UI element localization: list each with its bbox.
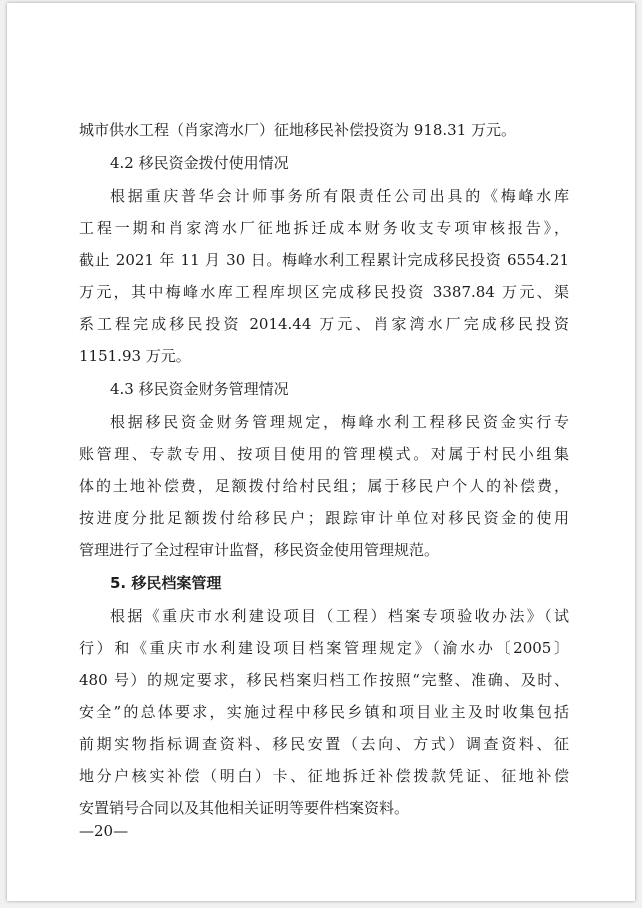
body-line: 截止 2021 年 11 月 30 日。梅峰水利工程累计完成移民投资 6554.21: [79, 251, 569, 269]
document-page: [7, 3, 635, 901]
body-line: 根据移民资金财务管理规定，梅峰水利工程移民资金实行专: [110, 413, 569, 431]
body-line: 城市供水工程（肖家湾水厂）征地移民补偿投资为 918.31 万元。: [79, 121, 517, 139]
body-line: 安置销号合同以及其他相关证明等要件档案资料。: [79, 799, 410, 817]
body-line: 管理进行了全过程审计监督，移民资金使用管理规范。: [79, 541, 440, 559]
section-heading: 4.3 移民资金财务管理情况: [110, 380, 289, 398]
body-line: 系工程完成移民投资 2014.44 万元、肖家湾水厂完成移民投资: [79, 315, 569, 333]
section-heading: 4.2 移民资金拨付使用情况: [110, 154, 289, 172]
body-line: 体的土地补偿费，足额拨付给村民组；属于移民户个人的补偿费，: [79, 477, 569, 495]
body-line: 账管理、专款专用、按项目使用的管理模式。对属于村民小组集: [79, 445, 569, 463]
body-line: 根据重庆普华会计师事务所有限责任公司出具的《梅峰水库: [110, 187, 569, 205]
body-line: 地分户核实补偿（明白）卡、征地拆迁补偿拨款凭证、征地补偿: [79, 767, 569, 785]
body-line: 按进度分批足额拨付给移民户；跟踪审计单位对移民资金的使用: [79, 509, 569, 527]
body-line: 前期实物指标调查资料、移民安置（去向、方式）调查资料、征: [79, 735, 569, 753]
page-number: —20—: [79, 822, 129, 840]
chapter-heading: 5. 移民档案管理: [110, 574, 222, 592]
body-line: 根据《重庆市水利建设项目（工程）档案专项验收办法》（试: [110, 607, 569, 625]
body-line: 万元，其中梅峰水库工程库坝区完成移民投资 3387.84 万元、渠: [79, 283, 569, 301]
body-line: 1151.93 万元。: [79, 347, 191, 365]
body-line: 工程一期和肖家湾水厂征地拆迁成本财务收支专项审核报告》，: [79, 219, 569, 237]
body-line: 行）和《重庆市水利建设项目档案管理规定》（渝水办〔2005〕: [79, 639, 569, 657]
body-line: 安全”的总体要求，实施过程中移民乡镇和项目业主及时收集包括: [79, 703, 569, 721]
body-line: 480 号）的规定要求，移民档案归档工作按照“完整、准确、及时、: [79, 671, 569, 689]
